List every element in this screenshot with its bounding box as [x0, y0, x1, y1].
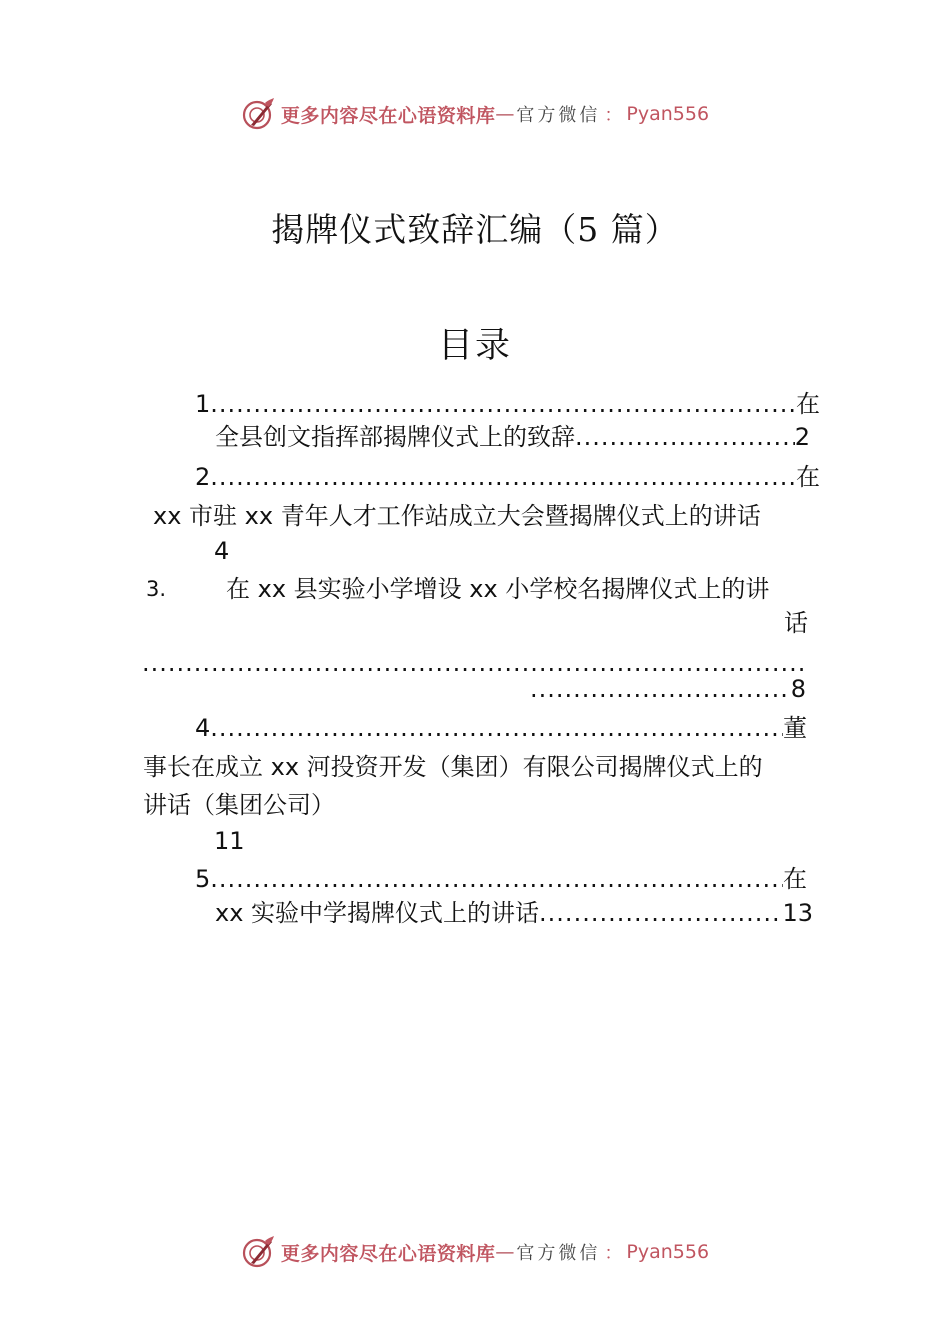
- toc-entry-4-title-line2[interactable]: 讲话（集团公司）: [143, 791, 335, 819]
- toc-entry-3-title[interactable]: 在 xx 县实验小学增设 xx 小学校名揭牌仪式上的讲: [226, 575, 770, 603]
- toc-entry-3-title-cont: 话: [784, 609, 808, 637]
- banner-text: 更多内容尽在心语资料库: [280, 1242, 496, 1265]
- toc-entry-4-title-line1[interactable]: 事长在成立 xx 河投资开发（集团）有限公司揭牌仪式上的: [143, 753, 763, 781]
- toc-heading: 目录: [437, 326, 512, 366]
- toc-entry-5-page: 13: [782, 899, 813, 927]
- toc-entry-5-lead: 在: [783, 865, 807, 893]
- quill-logo-icon: [241, 97, 275, 131]
- toc-entry-2-lead: 在: [796, 463, 820, 491]
- toc-entry-1-lead: 在: [796, 390, 820, 418]
- toc-entry-3-page-line: [530, 674, 806, 704]
- banner-wechat-id: Pyan556: [626, 103, 710, 125]
- quill-logo-icon: [241, 1235, 275, 1269]
- dot-leader: [530, 674, 791, 704]
- banner-dash: —: [495, 1241, 515, 1263]
- toc-entry-4-lead: 董: [783, 714, 807, 742]
- toc-entry-5-title: xx 实验中学揭牌仪式上的讲话: [215, 899, 540, 927]
- banner-colon: ：: [604, 1243, 623, 1264]
- banner-colon: ：: [604, 105, 623, 126]
- dot-leader: [210, 713, 783, 743]
- document-title: 揭牌仪式致辞汇编（5 篇）: [271, 210, 679, 249]
- toc-entry-4-page: 11: [214, 827, 245, 855]
- toc-entry-4-line1[interactable]: [195, 713, 807, 743]
- toc-entry-2-line1[interactable]: [195, 462, 820, 492]
- banner-wechat-label: 官方微信: [516, 105, 601, 126]
- banner-wechat-label: 官方微信: [516, 1243, 601, 1264]
- dot-leader: [575, 422, 795, 452]
- toc-entry-5-number: 5: [195, 865, 211, 893]
- toc-entry-2-page: 4: [214, 537, 230, 565]
- banner-text: 更多内容尽在心语资料库: [280, 104, 496, 127]
- toc-entry-1-title: 全县创文指挥部揭牌仪式上的致辞: [215, 423, 575, 451]
- toc-entry-3-page: 8: [790, 675, 806, 703]
- toc-entry-1-line1[interactable]: [195, 389, 820, 419]
- dot-leader: [210, 389, 796, 419]
- toc-entry-1-number: 1: [195, 390, 211, 418]
- toc-entry-3-number: 3.: [146, 577, 167, 601]
- header-banner: [0, 94, 950, 134]
- toc-entry-2-number: 2: [195, 463, 211, 491]
- toc-entry-5-line1[interactable]: [195, 864, 807, 894]
- footer-banner: [0, 1232, 950, 1272]
- dot-leader: [210, 864, 783, 894]
- dot-leader: [210, 462, 796, 492]
- banner-dash: —: [495, 103, 515, 125]
- banner-wechat-id: Pyan556: [626, 1241, 710, 1263]
- toc-entry-4-number: 4: [195, 714, 211, 742]
- toc-entry-1-line2[interactable]: [215, 422, 810, 452]
- toc-entry-2-title[interactable]: xx 市驻 xx 青年人才工作站成立大会暨揭牌仪式上的讲话: [153, 502, 761, 530]
- toc-entry-5-line2[interactable]: [215, 898, 813, 928]
- dot-leader: [539, 898, 782, 928]
- toc-entry-1-page: 2: [794, 423, 810, 451]
